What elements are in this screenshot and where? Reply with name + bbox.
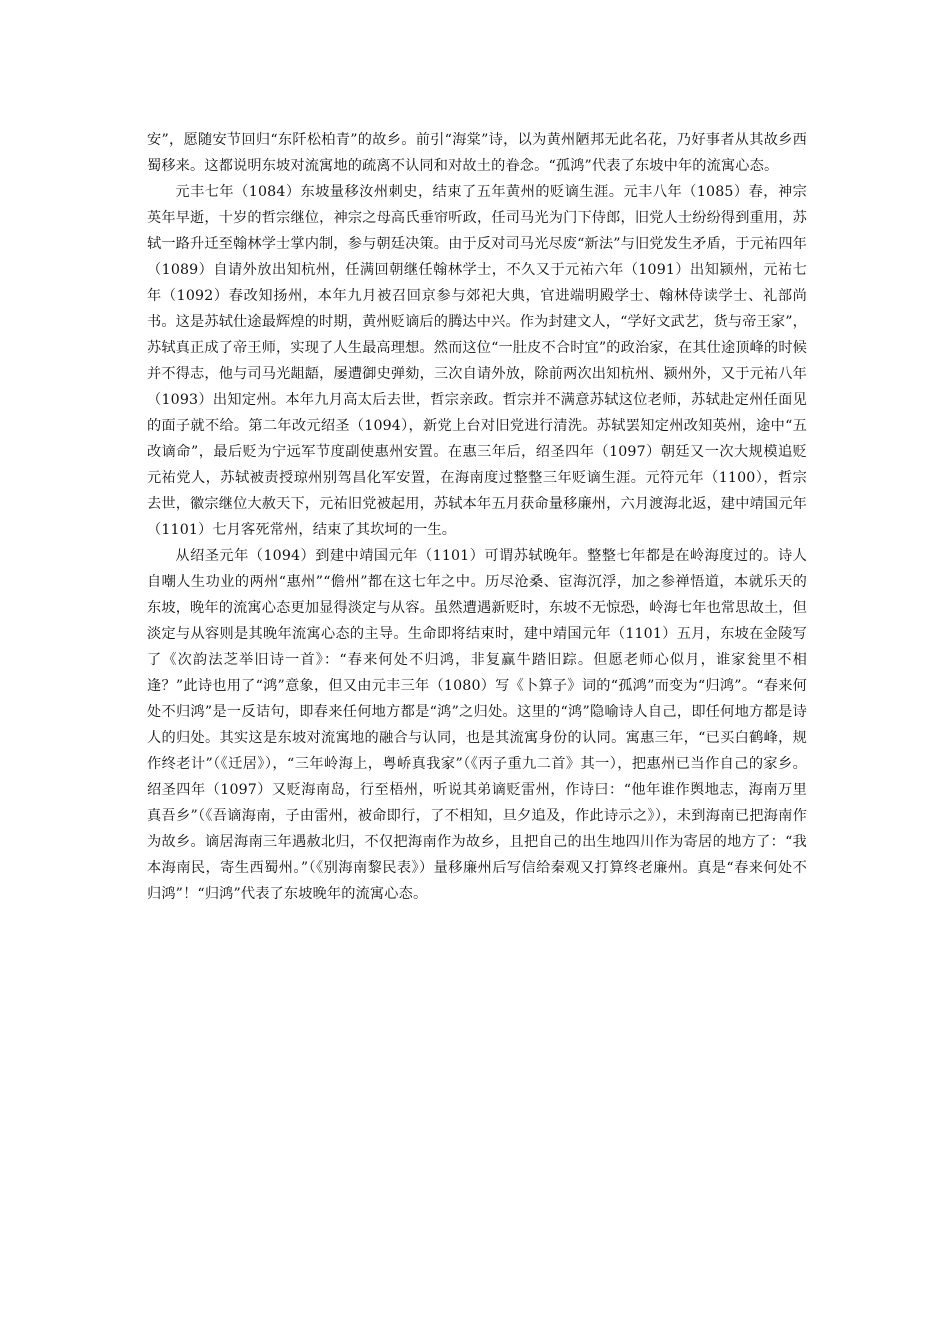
paragraph-1: 安”，愿随安节回归“东阡松柏青”的故乡。前引“海棠”诗，以为黄州陋邦无此名花，乃好事者从其故乡西蜀移来。这都说明东坡对流寓地的疏离不认同和对故土的眷念。“孤鸿”代表了东坡中年的流寓心态。 <box>147 132 807 174</box>
document-body <box>147 127 807 907</box>
paragraph-3: 从绍圣元年（1094）到建中靖国元年（1101）可谓苏轼晚年。整整七年都是在岭海度过的。诗人自嘲人生功业的两州“惠州”“儋州”都在这七年之中。历尽沧桑、宦海沉浮，加之参禅悟道，本就乐天的东坡，晚年的流寓心态更加显得淡定与从容。虽然遭遇新贬时，东坡不无惊恐，岭海七年也常思故土，但淡定与从容则是其晚年流寓心态的主导。生命即将结束时，建中靖国元年（1101）五月，东坡在金陵写了《次韵法芝举旧诗一首》：“春来何处不归鸿，非复赢牛踏旧踪。但愿老师心似月，谁家瓮里不相逢？”此诗也用了“鸿”意象，但又由元丰三年（1080）写《卜算子》词的“孤鸿”而变为“归鸿”。“春来何处不归鸿”是一反诘句，即春来任何地方都是“鸿”之归处。这里的“鸿”隐喻诗人自己，即任何地方都是诗人的归处。其实这是东坡对流寓地的融合与认同，也是其流寓身份的认同。寓惠三年，“已买白鹤峰，规作终老计”（《迁居》），“三年岭海上，粤峤真我家”（《丙子重九二首》其一），把惠州已当作自己的家乡。绍圣四年（1097）又贬海南岛，行至梧州，听说其弟谪贬雷州，作诗曰：“他年谁作舆地志，海南万里真吾乡”（《吾谪海南，子由雷州，被命即行，了不相知，旦夕追及，作此诗示之》），未到海南已把海南作为故乡。谪居海南三年遇赦北归，不仅把海南作为故乡，且把自己的出生地四川作为寄居的地方了：“我本海南民，寄生西蜀州。”（《别海南黎民表》）量移廉州后写信给秦观又打算终老廉州。真是“春来何处不归鸿”！“归鸿”代表了东坡晚年的流寓心态。 <box>147 548 807 902</box>
paragraph-2: 元丰七年（1084）东坡量移汝州刺史，结束了五年黄州的贬谪生涯。元丰八年（1085）春，神宗英年早逝，十岁的哲宗继位，神宗之母高氏垂帘听政，任司马光为门下侍郎，旧党人士纷纷得到重用，苏轼一路升迁至翰林学士掌内制，参与朝廷决策。由于反对司马光尽废“新法”与旧党发生矛盾，于元祐四年（1089）自请外放出知杭州，任满回朝继任翰林学士，不久又于元祐六年（1091）出知颍州，元祐七年（1092）春改知扬州，本年九月被召回京参与郊祀大典，官进端明殿学士、翰林侍读学士、礼部尚书。这是苏轼仕途最辉煌的时期，黄州贬谪后的腾达中兴。作为封建文人，“学好文武艺，货与帝王家”，苏轼真正成了帝王师，实现了人生最高理想。然而这位“一肚皮不合时宜”的政治家，在其仕途顶峰的时候并不得志，他与司马光龃龉，屡遭御史弹劾，三次自请外放，除前两次出知杭州、颍州外，又于元祐八年（1093）出知定州。本年九月高太后去世，哲宗亲政。哲宗并不满意苏轼这位老师，苏轼赴定州任面见的面子就不给。第二年改元绍圣（1094），新党上台对旧党进行清洗。苏轼罢知定州改知英州，途中“五改谪命”，最后贬为宁远军节度副使惠州安置。在惠三年后，绍圣四年（1097）朝廷又一次大规模追贬元祐党人，苏轼被责授琼州别驾昌化军安置，在海南度过整整三年贬谪生涯。元符元年（1100），哲宗去世，徽宗继位大赦天下，元祐旧党被起用，苏轼本年五月获命量移廉州，六月渡海北返，建中靖国元年（1101）七月客死常州，结束了其坎坷的一生。 <box>147 184 807 538</box>
